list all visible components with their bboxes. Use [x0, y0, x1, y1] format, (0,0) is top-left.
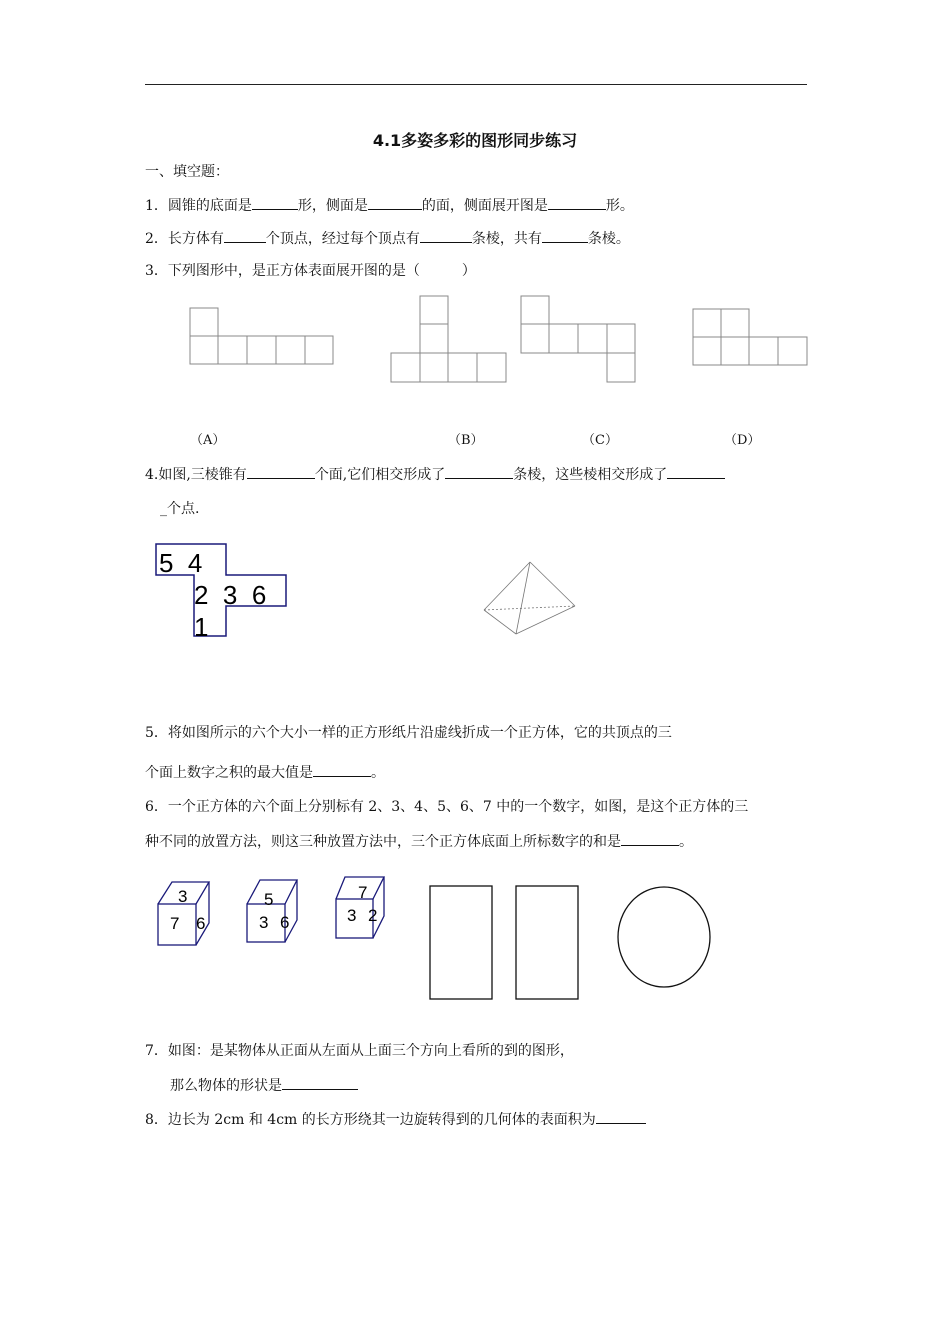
option-c-label: （C）: [582, 433, 618, 448]
numbered-cube-net: [150, 538, 295, 643]
answer-blank[interactable]: [548, 195, 606, 210]
top-view-circle: [618, 887, 710, 987]
cube-1: [158, 882, 209, 945]
net-option-d: [693, 309, 807, 365]
net-row-2: 2 3 6: [194, 580, 267, 610]
option-b-label: （B）: [448, 433, 484, 448]
question-5: 5．将如图所示的六个大小一样的正方形纸片沿虚线折成一个正方体，它的共顶点的三: [145, 725, 672, 741]
section-heading: 一、填空题：: [145, 164, 229, 180]
option-d-label: （D）: [724, 433, 761, 448]
cube-3-top: 7: [358, 883, 368, 902]
question-2: 2．长方体有 个顶点，经过每个顶点有 条棱，共有 条棱。: [145, 228, 630, 249]
cube-1-top: 3: [178, 887, 188, 906]
cube-3: [336, 877, 384, 938]
net-option-a: [190, 308, 333, 364]
cube-3-side: 2: [368, 906, 378, 925]
cube-net-options: [0, 290, 950, 390]
answer-blank[interactable]: [368, 195, 422, 210]
answer-blank[interactable]: [313, 762, 371, 777]
question-4-cont: _个点.: [160, 501, 200, 517]
answer-blank[interactable]: [420, 228, 472, 243]
cube-2-side: 6: [280, 913, 290, 932]
left-view-rectangle: [516, 886, 578, 999]
question-7-cont: 那么物体的形状是: [170, 1075, 358, 1096]
question-5-cont: 个面上数字之积的最大值是 。: [145, 762, 385, 783]
question-4: 4.如图,三棱锥有 个面,它们相交形成了 条棱，这些棱相交形成了: [145, 464, 725, 485]
question-3: 3．下列图形中，是正方体表面展开图的是（ ）: [145, 263, 476, 279]
cube-and-views-figure: [150, 868, 720, 1003]
cube-1-side: 6: [196, 914, 206, 933]
net-row-1: 5 4: [159, 548, 203, 578]
cube-2: [247, 880, 297, 942]
answer-blank[interactable]: [667, 464, 725, 479]
option-a-label: （A）: [190, 433, 226, 448]
triangular-pyramid-figure: [478, 560, 583, 640]
answer-blank[interactable]: [247, 464, 315, 479]
cube-3-front: 3: [347, 906, 357, 925]
cube-1-front: 7: [170, 914, 180, 933]
answer-blank[interactable]: [596, 1109, 646, 1124]
question-6-cont: 种不同的放置方法，则这三种放置方法中，三个正方体底面上所标数字的和是 。: [145, 831, 693, 852]
question-6: 6．一个正方体的六个面上分别标有 2、3、4、5、6、7 中的一个数字，如图，是这个正方体的三: [145, 799, 749, 815]
answer-blank[interactable]: [252, 195, 298, 210]
net-option-c: [521, 296, 635, 382]
question-1: 1．圆锥的底面是 形，侧面是 的面，侧面展开图是 形。: [145, 195, 634, 216]
cube-2-front: 3: [259, 913, 269, 932]
page-title: 4.1多姿多彩的图形同步练习: [372, 131, 578, 150]
net-option-b: [391, 296, 506, 382]
answer-blank[interactable]: [445, 464, 513, 479]
answer-blank[interactable]: [542, 228, 588, 243]
header-rule: [145, 84, 807, 85]
answer-blank[interactable]: [224, 228, 266, 243]
question-7: 7．如图：是某物体从正面从左面从上面三个方向上看所的到的图形，: [145, 1043, 574, 1059]
question-8: 8．边长为 2cm 和 4cm 的长方形绕其一边旋转得到的几何体的表面积为: [145, 1109, 646, 1130]
answer-blank[interactable]: [621, 831, 679, 846]
front-view-rectangle: [430, 886, 492, 999]
cube-2-top: 5: [264, 890, 274, 909]
answer-blank[interactable]: [282, 1075, 358, 1090]
net-row-3: 1: [194, 612, 209, 642]
